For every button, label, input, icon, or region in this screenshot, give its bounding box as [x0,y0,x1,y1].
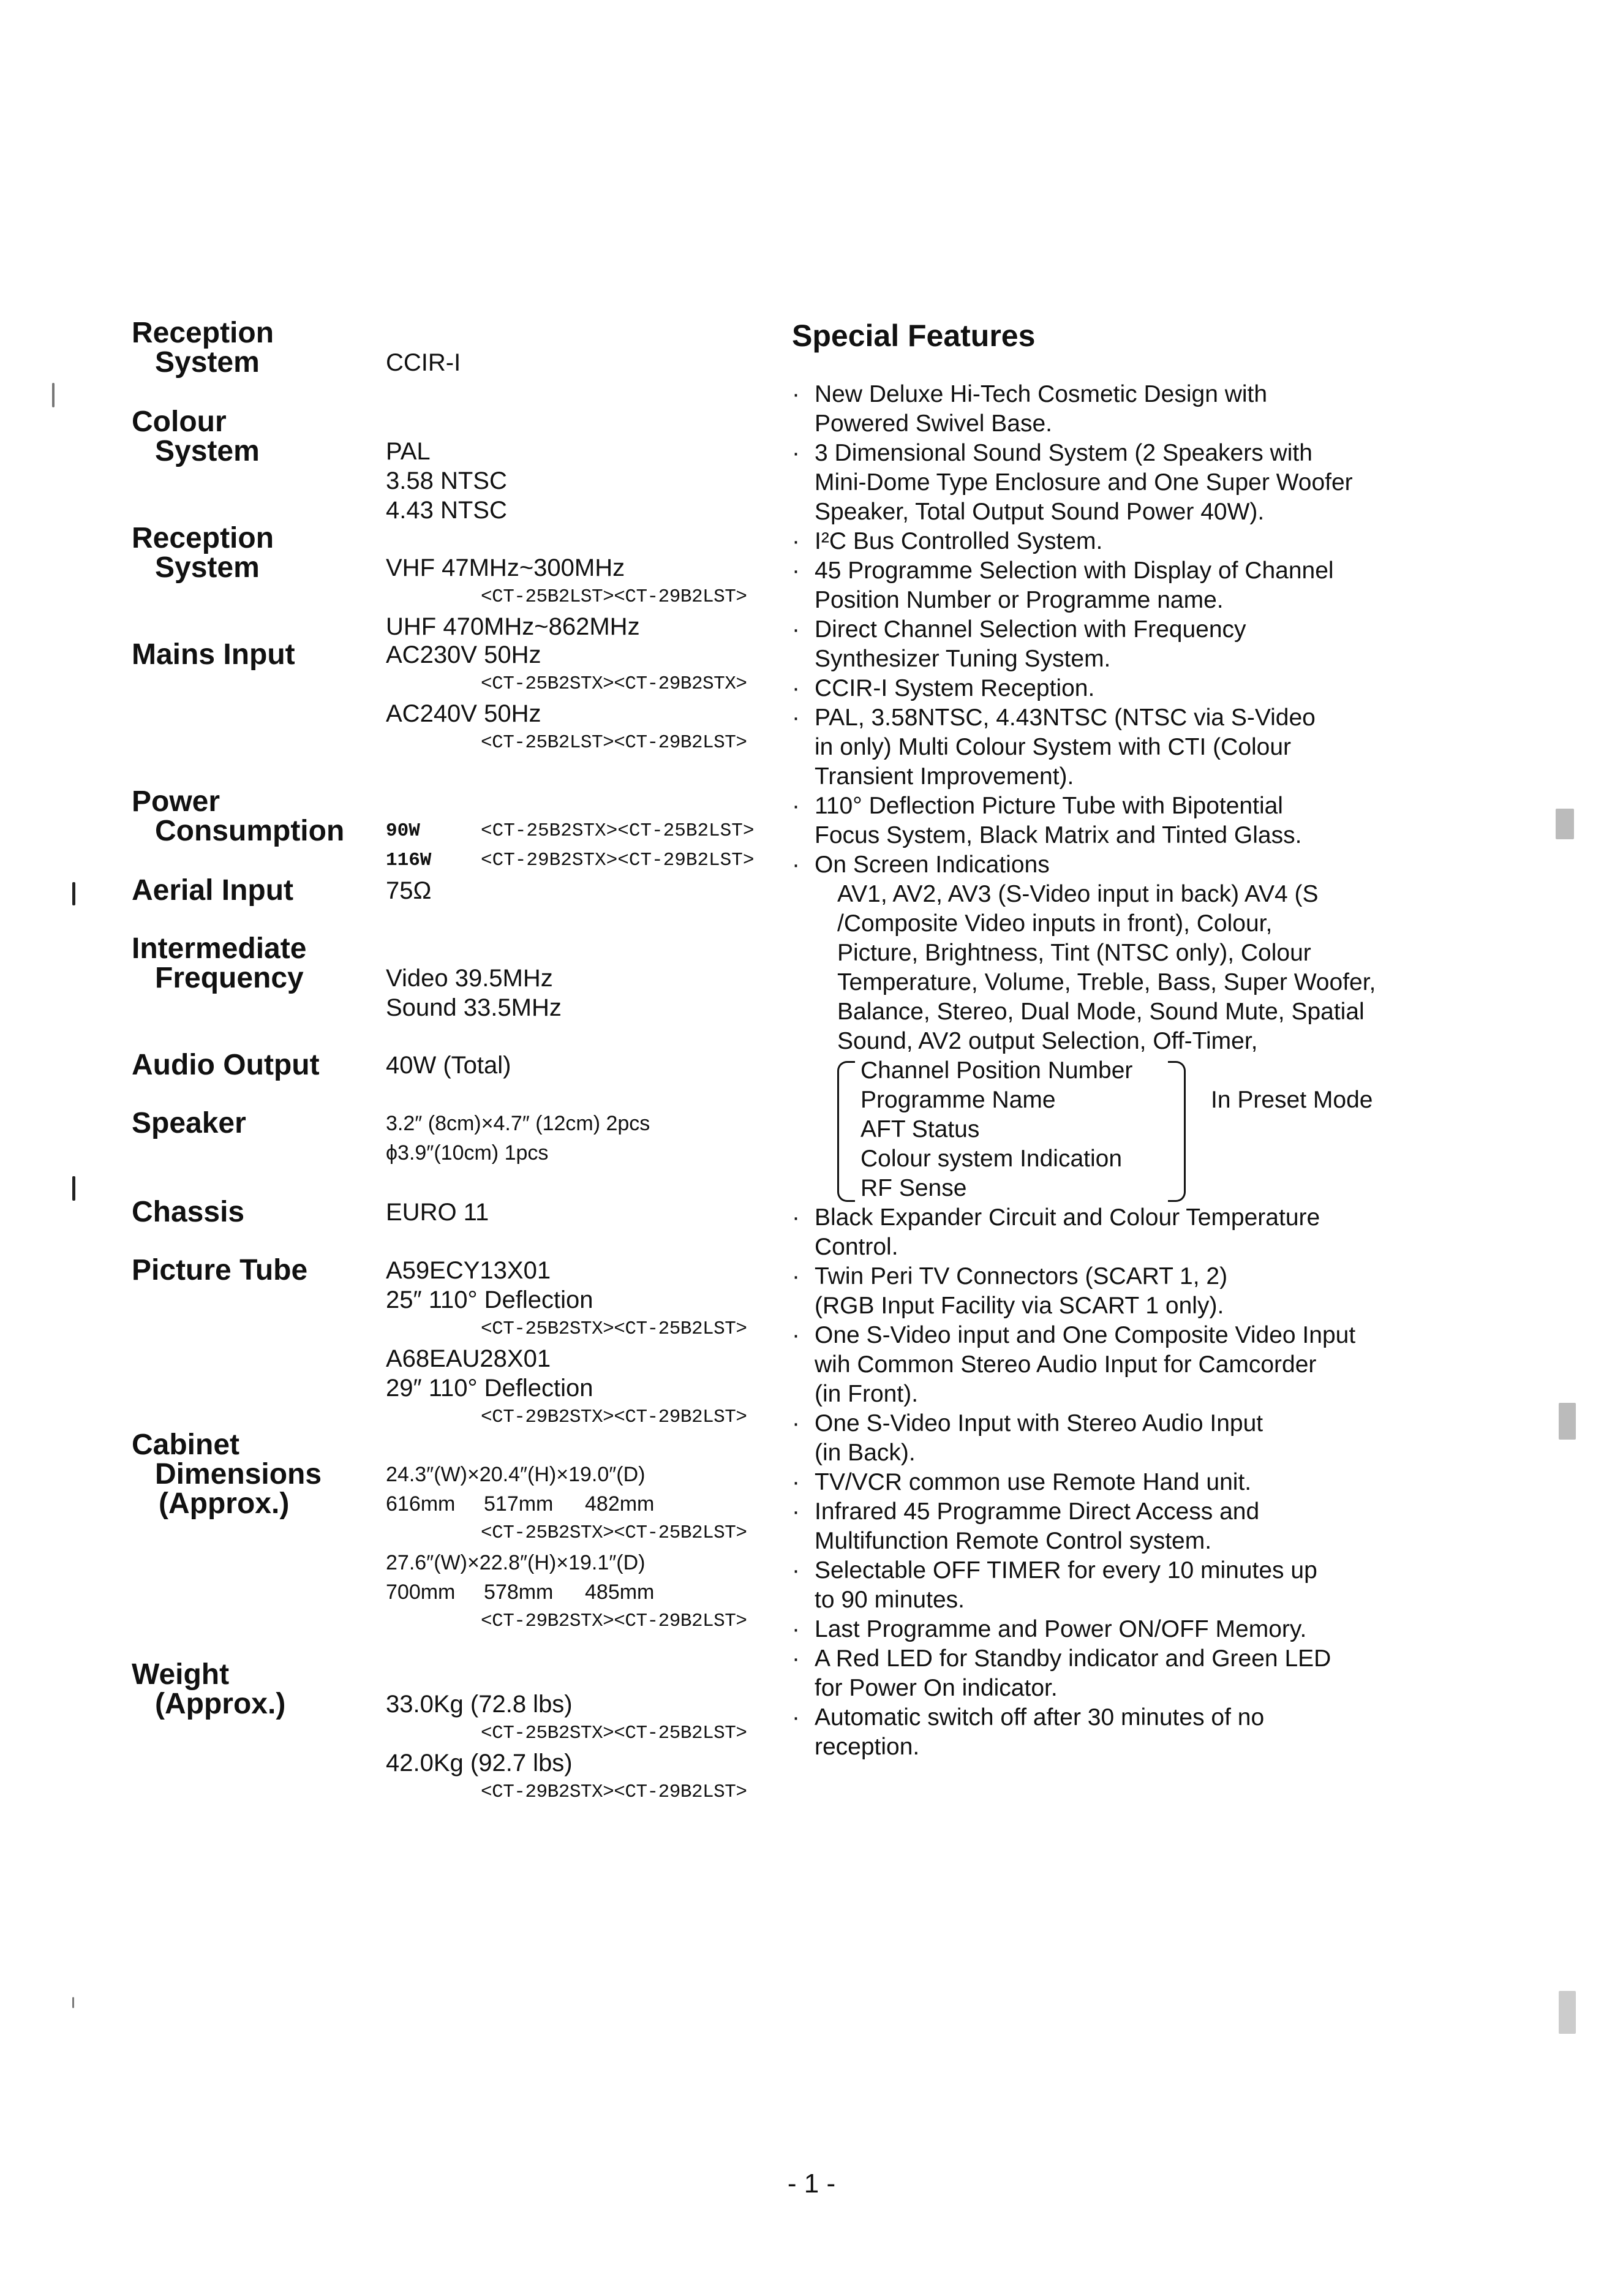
feature-line: Focus System, Black Matrix and Tinted Glass. [815,822,1302,848]
spec-value: ϕ3.9″(10cm) 1pcs [386,1141,549,1165]
spec-values [386,640,778,758]
bullet-icon: · [792,704,800,731]
feature-item [792,1556,1429,1615]
feature-line: Control. [815,1234,898,1260]
spec-value: 3.58 NTSC [386,467,507,494]
spec-label-line: Speaker [132,1107,246,1139]
spec-value: 40W (Total) [386,1052,511,1079]
preset-mode-label: In Preset Mode [1211,1087,1373,1113]
spec-value: A68EAU28X01 [386,1345,551,1372]
model-codes: <CT-25B2STX><CT-29B2STX> [481,673,747,695]
spec-label [132,319,377,377]
spec-values [386,876,778,905]
bullet-icon: · [792,793,800,819]
osd-line: /Composite Video inputs in front), Colour, [837,910,1273,937]
feature-line: Last Programme and Power ON/OFF Memory. [815,1616,1307,1642]
feature-item [792,1409,1429,1468]
feature-item [792,380,1429,439]
preset-items [860,1056,1132,1203]
dimension-cell: 700mm [386,1580,456,1604]
preset-item: Colour system Indication [860,1146,1123,1172]
spec-value: 29″ 110° Deflection [386,1375,593,1402]
power-watts: 116W [386,850,432,871]
feature-line: 3 Dimensional Sound System (2 Speakers with [815,440,1312,466]
feature-line: One S-Video input and One Composite Video Input [815,1322,1356,1348]
preset-bracket [837,1056,1373,1203]
scan-speck [72,1997,74,2008]
spec-label-line: System [155,551,260,584]
bullet-icon: · [792,1704,800,1731]
right-brace [1168,1061,1186,1202]
spec-value: EURO 11 [386,1199,489,1226]
spec-label-line: Frequency [155,962,304,994]
spec-label-line: Intermediate [132,932,307,965]
model-codes: <CT-29B2STX><CT-29B2LST> [481,850,755,871]
spec-value: UHF 470MHz~862MHz [386,613,640,640]
spec-label-line: Power [132,785,220,818]
feature-item [792,1615,1429,1644]
scan-speck [1559,1403,1576,1440]
feature-line: Position Number or Programme name. [815,587,1224,613]
feature-line: New Deluxe Hi-Tech Cosmetic Design with [815,381,1268,407]
spec-value: Sound 33.5MHz [386,994,562,1021]
model-codes: <CT-29B2STX><CT-29B2LST> [481,1611,747,1632]
bullet-icon: · [792,852,800,878]
feature-line: Selectable OFF TIMER for every 10 minutes up [815,1557,1317,1584]
feature-item [792,674,1429,703]
dimension-mm [386,1489,778,1519]
feature-line: wih Common Stereo Audio Input for Camcorder [815,1351,1317,1378]
spec-value: AC240V 50Hz [386,700,541,727]
bullet-icon: · [792,528,800,554]
spec-label [132,934,377,993]
spec-values [386,553,778,641]
scan-speck [52,383,55,407]
dimension-mm [386,1577,778,1607]
feature-item [792,556,1429,615]
feature-line: for Power On indicator. [815,1675,1058,1701]
dimension-cell: 578mm [484,1580,554,1604]
spec-values [386,1256,778,1432]
feature-item [792,439,1429,527]
feature-line: Black Expander Circuit and Colour Temperature [815,1204,1320,1231]
spec-label-line: Audio Output [132,1049,320,1081]
scan-speck [72,882,75,905]
preset-item: AFT Status [860,1116,980,1142]
model-codes: <CT-29B2STX><CT-29B2LST> [481,1781,747,1803]
feature-item [792,1468,1429,1497]
spec-label-line: Chassis [132,1196,245,1228]
spec-value: Video 39.5MHz [386,965,553,992]
spec-value: 24.3″(W)×20.4″(H)×19.0″(D) [386,1463,646,1486]
bullet-icon: · [792,1410,800,1437]
bullet-icon: · [792,557,800,584]
feature-line: Speaker, Total Output Sound Power 40W). [815,499,1265,525]
feature-line: (RGB Input Facility via SCART 1 only). [815,1293,1224,1319]
feature-line: Automatic switch off after 30 minutes of no [815,1704,1265,1731]
spec-label [132,876,377,905]
spec-value: 4.43 NTSC [386,497,507,524]
spec-label-line: (Approx.) [155,1688,286,1720]
bullet-icon: · [792,440,800,466]
spec-label-line: Aerial Input [132,874,294,907]
spec-value: 42.0Kg (92.7 lbs) [386,1750,573,1777]
page-number: - 1 - [787,2169,836,2199]
preset-item: Programme Name [860,1087,1056,1113]
feature-line: 45 Programme Selection with Display of Channel [815,557,1334,584]
feature-line: Direct Channel Selection with Frequency [815,616,1246,643]
spec-value: 33.0Kg (72.8 lbs) [386,1691,573,1718]
spec-value: PAL [386,438,431,465]
model-codes: <CT-25B2STX><CT-25B2LST> [481,1318,747,1340]
dimension-cell: 517mm [484,1492,554,1516]
feature-line: Powered Swivel Base. [815,410,1053,437]
feature-line: TV/VCR common use Remote Hand unit. [815,1469,1252,1495]
feature-line: Multifunction Remote Control system. [815,1528,1212,1554]
spec-label-line: Picture Tube [132,1254,308,1286]
special-features-list [792,380,1429,1762]
special-features-title: Special Features [792,319,1036,353]
feature-line: Transient Improvement). [815,763,1074,790]
feature-item [792,1644,1429,1703]
model-codes: <CT-25B2STX><CT-25B2LST> [481,1522,747,1544]
model-codes: <CT-25B2STX><CT-25B2LST> [481,1723,747,1744]
feature-line: reception. [815,1734,920,1760]
spec-label [132,1660,377,1719]
spec-label [132,1051,377,1080]
spec-values [386,1460,778,1636]
feature-line: Synthesizer Tuning System. [815,646,1111,672]
bullet-icon: · [792,381,800,407]
spec-label-line: Reception [132,317,274,349]
spec-value: CCIR-I [386,349,461,376]
spec-label-line: Weight [132,1658,230,1691]
osd-line: Temperature, Volume, Treble, Bass, Super Woofer, [837,969,1376,995]
spec-label [132,1198,377,1227]
left-brace [837,1061,855,1202]
feature-item [792,1703,1429,1762]
model-codes: <CT-25B2STX><CT-25B2LST> [481,820,755,842]
feature-line: CCIR-I System Reception. [815,675,1095,701]
spec-label-line: (Approx.) [159,1487,290,1520]
feature-line: (in Front). [815,1381,919,1407]
spec-label [132,787,377,846]
feature-line: in only) Multi Colour System with CTI (Colour [815,734,1292,760]
spec-values [386,1109,778,1168]
osd-line: Picture, Brightness, Tint (NTSC only), Colour [837,940,1311,966]
feature-line: A Red LED for Standby indicator and Green LED [815,1645,1331,1672]
spec-values [386,348,778,377]
feature-line: (in Back). [815,1440,916,1466]
feature-line: One S-Video Input with Stereo Audio Input [815,1410,1263,1437]
dimension-cell: 616mm [386,1492,456,1516]
dimension-cell: 485mm [585,1580,655,1604]
spec-value: 3.2″ (8cm)×4.7″ (12cm) 2pcs [386,1112,650,1135]
spec-value: AC230V 50Hz [386,641,541,668]
spec-label [132,640,377,670]
preset-item: Channel Position Number [860,1057,1133,1084]
feature-item [792,791,1429,850]
spec-label [132,1430,377,1519]
model-codes: <CT-25B2LST><CT-29B2LST> [481,586,747,608]
feature-item [792,615,1429,674]
spec-values [386,437,778,525]
bullet-icon: · [792,1616,800,1642]
feature-item [792,1497,1429,1556]
scan-speck [1559,1991,1576,2034]
bullet-icon: · [792,1498,800,1525]
model-codes: <CT-25B2LST><CT-29B2LST> [481,732,747,753]
feature-item [792,1262,1429,1321]
dimension-cell: 482mm [585,1492,655,1516]
feature-line: 110° Deflection Picture Tube with Bipotential [815,793,1283,819]
bullet-icon: · [792,1204,800,1231]
scan-speck [72,1176,75,1201]
feature-item [792,1321,1429,1409]
preset-item: RF Sense [860,1175,967,1201]
spec-value: 25″ 110° Deflection [386,1286,593,1313]
feature-item [792,1203,1429,1262]
osd-line: AV1, AV2, AV3 (S-Video input in back) AV4 (S [837,881,1319,907]
power-watts: 90W [386,820,420,842]
spec-values [386,964,778,1022]
feature-line: Mini-Dome Type Enclosure and One Super Woofer [815,469,1353,496]
osd-line: Sound, AV2 output Selection, Off-Timer, [837,1028,1258,1054]
spec-label [132,1256,377,1285]
feature-item [792,703,1429,791]
feature-line: PAL, 3.58NTSC, 4.43NTSC (NTSC via S-Video [815,704,1316,731]
spec-label-line: Dimensions [155,1458,322,1490]
spec-label-line: System [155,435,260,467]
model-codes: <CT-29B2STX><CT-29B2LST> [481,1407,747,1428]
power-value [386,846,778,875]
spec-values [386,1690,778,1807]
spec-values [386,817,778,875]
feature-item [792,527,1429,556]
spec-value: A59ECY13X01 [386,1257,551,1284]
spec-value: 27.6″(W)×22.8″(H)×19.1″(D) [386,1551,646,1574]
feature-line: Twin Peri TV Connectors (SCART 1, 2) [815,1263,1228,1290]
bullet-icon: · [792,675,800,701]
bullet-icon: · [792,1557,800,1584]
spec-label [132,524,377,583]
spec-values [386,1051,778,1080]
bullet-icon: · [792,1645,800,1672]
feature-item [792,850,1429,1203]
spec-label-line: Cabinet [132,1429,240,1461]
spec-label-line: Mains Input [132,638,295,671]
spec-value: VHF 47MHz~300MHz [386,554,625,581]
bullet-icon: · [792,1469,800,1495]
power-value [386,817,778,846]
spec-label [132,407,377,466]
feature-line: to 90 minutes. [815,1587,965,1613]
bullet-icon: · [792,1322,800,1348]
bullet-icon: · [792,1263,800,1290]
osd-line: Balance, Stereo, Dual Mode, Sound Mute, Spatial [837,999,1365,1025]
spec-value: 75Ω [386,877,432,904]
spec-label [132,1109,377,1138]
spec-values [386,1198,778,1227]
feature-line: Infrared 45 Programme Direct Access and [815,1498,1260,1525]
spec-label-line: Consumption [155,815,345,847]
spec-label-line: System [155,346,260,379]
feature-line: On Screen Indications [815,852,1050,878]
scan-speck [1556,809,1574,839]
spec-label-line: Reception [132,522,274,554]
spec-label-line: Colour [132,406,227,438]
feature-line: I²C Bus Controlled System. [815,528,1103,554]
bullet-icon: · [792,616,800,643]
